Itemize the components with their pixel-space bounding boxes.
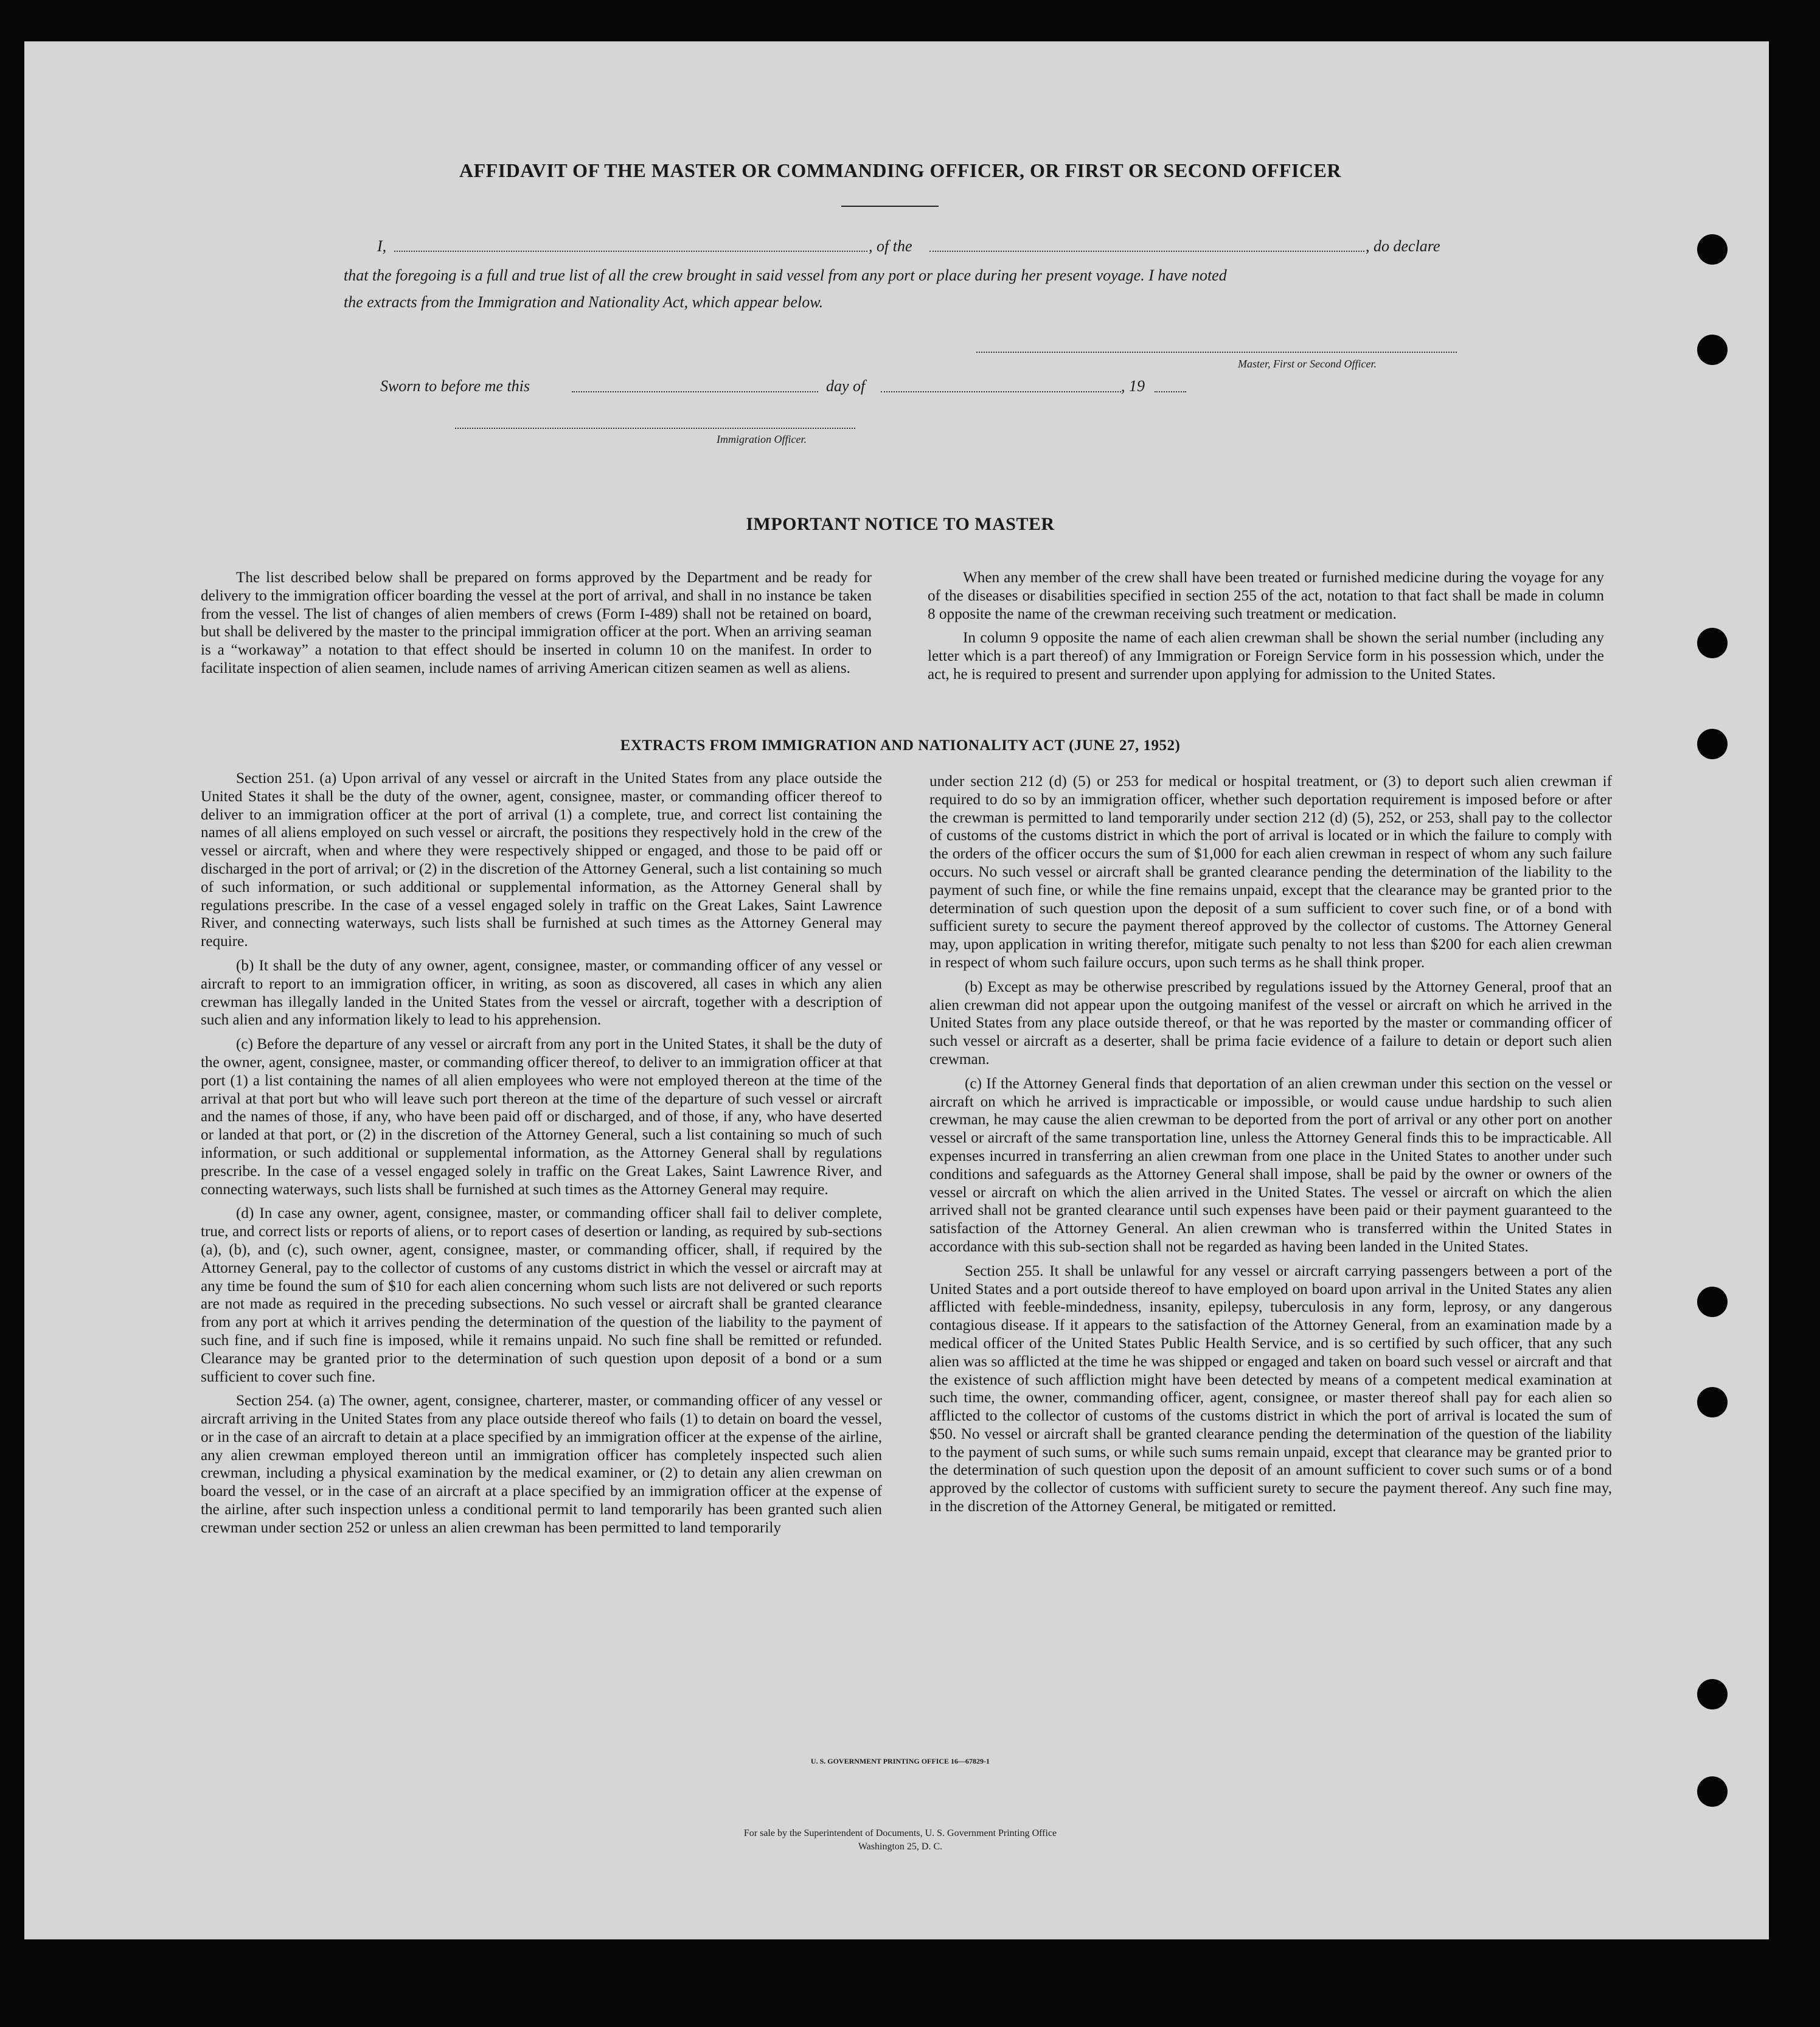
vessel-blank[interactable] (929, 251, 1364, 252)
punch-hole (1697, 1287, 1728, 1317)
punch-hole (1697, 1776, 1728, 1807)
title-underline (841, 206, 939, 207)
extract-paragraph: under section 212 (d) (5) or 253 for medical or hospital treatment, or (3) to deport such alien crewman if required to do so by an immigration officer, whether such deportation requirement is imposed before or after the crewman is permitted to land temporarily under section 212 (d) (5), 252, or 253, shall pay to the collector of customs of the customs district in which the port of arrival is located or in which the failure to comply with the orders of the officer occurs the sum of $1,000 for each alien crewman in respect of whom any such failure occurs. No such vessel or aircraft shall be granted clearance pending the determination of the liability to the payment of such fine, or while the fine remains unpaid, except that the clearance may be granted prior to the determination of such question upon the deposit of a sum sufficient to cover such fine, or of a bond with sufficient surety to secure the payment thereof approved by the collector of customs. The Attorney General may, upon application in writing therefor, mitigate such penalty to not less than $200 for each alien crewman in respect of whom such failure occurs, upon such terms as he shall think proper. (929, 773, 1612, 971)
extract-paragraph: Section 254. (a) The owner, agent, consignee, charterer, master, or commanding officer of any vessel or aircraft arriving in the United States from any place outside thereof who fails (1) to detain on board the vessel, or in the case of an aircraft to detain at a place specified by an immigration officer at the expense of the airline, any alien crewman employed thereon until an immigration officer has completely inspected such alien crewman, including a physical examination by the medical examiner, or (2) to detain any alien crewman on board the vessel, or in the case of an aircraft at a place specified by an immigration officer at the expense of the airline, after such inspection unless a conditional permit to land temporarily has been granted such alien crewman under section 252 or unless an alien crewman has been permitted to land temporarily (201, 1392, 882, 1536)
for-sale-line-2: Washington 25, D. C. (858, 1841, 943, 1852)
punch-hole (1697, 234, 1728, 265)
sworn-year-label: , 19 (1121, 377, 1145, 395)
signature-label: Master, First or Second Officer. (1238, 358, 1377, 370)
affidavit-of-the-label: , of the (869, 237, 912, 255)
sworn-year-blank[interactable] (1155, 391, 1186, 392)
affidavit-line-3: the extracts from the Immigration and Nationality Act, which appear below. (344, 293, 824, 311)
sworn-day-blank[interactable] (572, 391, 818, 392)
affidavit-do-declare-label: , do declare (1366, 237, 1440, 255)
notice-right-paragraph-1: When any member of the crew shall have been treated or furnished medicine during the voyage for any of the diseases or disabilities specified in section 255 of the act, notation to that fact shall be made in column 8 opposite the name of the crewman receiving such treatment or medication. (928, 569, 1604, 622)
signature-line[interactable] (976, 352, 1457, 353)
notice-right-column (928, 569, 1604, 690)
sworn-label: Sworn to before me this (380, 377, 530, 395)
notice-left-paragraph: The list described below shall be prepared on forms approved by the Department and be ready for delivery to the immigration officer boarding the vessel at the port of arrival, and shall in no instance be taken from the vessel. The list of changes of alien members of crews (Form I-489) shall not be retained on board, but shall be delivered by the master to the principal immigration officer at the port. When an arriving seaman is a “workaway” a notation to that effect should be inserted in column 10 on the manifest. In order to facilitate inspection of alien seamen, include names of arriving American citizen seamen as well as aliens. (201, 569, 872, 676)
extract-paragraph: (b) Except as may be otherwise prescribed by regulations issued by the Attorney General, proof that an alien crewman did not appear upon the outgoing manifest of the vessel or aircraft on which he arrived in the United States from any place outside thereof, or that he was reported by the master or commanding officer of such vessel or aircraft as a deserter, shall be prima facie evidence of a failure to detain or deport such alien crewman. (929, 978, 1612, 1068)
extracts-left-column (201, 770, 882, 1543)
sworn-month-blank[interactable] (881, 391, 1121, 392)
for-sale-line-1: For sale by the Superintendent of Documents, U. S. Government Printing Office (743, 1828, 1057, 1838)
punch-hole (1697, 1679, 1728, 1709)
notice-left-column (201, 569, 872, 684)
punch-hole (1697, 628, 1728, 658)
extracts-right-column (929, 773, 1612, 1522)
punch-hole (1697, 729, 1728, 759)
notice-right-paragraph-2: In column 9 opposite the name of each alien crewman shall be shown the serial number (including any letter which is a part thereof) of any Immigration or Foreign Service form in his possession which, under the act, he is required to present and surrender upon applying for admission to the United States. (928, 630, 1604, 683)
officer-signature-line[interactable] (455, 428, 855, 429)
extract-paragraph: Section 251. (a) Upon arrival of any vessel or aircraft in the United States from any place outside the United States it shall be the duty of the owner, agent, consignee, master, or commanding officer thereof to deliver to an immigration officer at the port of arrival (1) a complete, true, and correct list containing the names of all aliens employed on such vessel or aircraft, the positions they respectively hold in the crew of the vessel or aircraft, when and where they were respectively shipped or engaged, and those to be paid off or discharged in the port of arrival; or (2) in the discretion of the Attorney General, such a list containing so much of such information, or such additional or supplemental information, as the Attorney General shall by regulations prescribe. In the case of a vessel engaged solely in traffic on the Great Lakes, Saint Lawrence River, and connecting waterways, such lists shall be furnished at such times as the Attorney General may require. (201, 770, 882, 950)
printing-office-line: U. S. GOVERNMENT PRINTING OFFICE 16—67829-1 (810, 1757, 990, 1765)
extract-paragraph: (c) If the Attorney General finds that deportation of an alien crewman under this section on the vessel or aircraft on which he arrived is impracticable or impossible, or would cause undue hardship to such alien crewman, he may cause the alien crewman to be deported from the port of arrival or any other port on another vessel or aircraft of the same transportation line, unless the Attorney General finds this to be impracticable. All expenses incurred in transferring an alien crewman from one place in the United States to another under such conditions and safeguards as the Attorney General shall impose, shall be paid by the owner or owners of the vessel or aircraft on which the alien arrived in the United States. The vessel or aircraft on which the alien arrived shall not be granted clearance until such expenses have been paid or their payment guaranteed to the satisfaction of the Attorney General. An alien crewman who is transferred within the United States in accordance with this sub-section shall not be regarded as having been landed in the United States. (929, 1075, 1612, 1255)
punch-hole (1697, 1387, 1728, 1417)
affidavit-line-2: that the foregoing is a full and true list of all the crew brought in said vessel from any port or place during her present voyage. I have noted (344, 266, 1227, 284)
officer-label: Immigration Officer. (717, 433, 807, 445)
extract-paragraph: (d) In case any owner, agent, consignee, master, or commanding officer shall fail to deliver complete, true, and correct lists or reports of aliens, or to report cases of desertion or landing, as required by sub-sections (a), (b), and (c), such owner, agent, consignee, master, or commanding officer, shall, if required by the Attorney General, pay to the collector of customs of any customs district in which the vessel or aircraft may at any time be found the sum of $10 for each alien concerning whom such lists are not delivered or such reports are not made as required in the preceding subsections. No such vessel or aircraft shall be granted clearance from any port at which it arrives pending the determination of the question of the liability to the payment of such fine, and if such fine is imposed, while it remains unpaid. No such fine shall be remitted or refunded. Clearance may be granted prior to the determination of such question upon deposit of a bond or a sum sufficient to cover such fine. (201, 1205, 882, 1385)
extract-paragraph: (c) Before the departure of any vessel or aircraft from any port in the United States, it shall be the duty of the owner, agent, consignee, master, or commanding officer thereof, to deliver to an immigration officer at that port (1) a list containing the names of all alien employees who were not employed thereon at the time of the arrival at that port but who will leave such port thereon at the time of the departure of such vessel or aircraft and the names of those, if any, who have been paid off or discharged, and of those, if any, who have deserted or landed at that port, or (2) in the discretion of the Attorney General, such a list containing so much of such information, or such additional or supplemental information, as the Attorney General shall by regulations prescribe. In the case of a vessel engaged solely in traffic on the Great Lakes, Saint Lawrence River, and connecting waterways, such lists shall be furnished at such times as the Attorney General may require. (201, 1036, 882, 1198)
extracts-title: EXTRACTS FROM IMMIGRATION AND NATIONALITY ACT (JUNE 27, 1952) (620, 737, 1181, 754)
punch-hole (1697, 335, 1728, 365)
notice-title: IMPORTANT NOTICE TO MASTER (746, 514, 1055, 534)
sworn-day-of-label: day of (826, 377, 866, 395)
affidavit-title: AFFIDAVIT OF THE MASTER OR COMMANDING OFFICER, OR FIRST OR SECOND OFFICER (459, 159, 1341, 181)
extract-paragraph: Section 255. It shall be unlawful for any vessel or aircraft carrying passengers between a port of the United States and a port outside thereof to have employed on board upon arrival in the United States any alien afflicted with feeble-mindedness, insanity, epilepsy, tuberculosis in any form, leprosy, or any dangerous contagious disease. If it appears to the satisfaction of the Attorney General, from an examination made by a medical officer of the United States Public Health Service, and is so certified by such officer, that any such alien was so afflicted at the time he was shipped or engaged and taken on board such vessel or aircraft and that the existence of such affliction might have been detected by means of a competent medical examination at such time, the owner, commanding officer, agent, consignee, or master thereof shall pay for each alien so afflicted to the collector of customs of the customs district in which the port of arrival is located the sum of $50. No vessel or aircraft shall be granted clearance pending the determination of the question of the liability to the payment of such sums, or while such sums remain unpaid, except that clearance may be granted prior to the determination of such question upon the deposit of an amount sufficient to cover such sums or of a bond approved by the collector of customs with sufficient surety to secure the payment thereof. Any such fine may, in the discretion of the Attorney General, be mitigated or remitted. (929, 1262, 1612, 1515)
affidavit-i-label: I, (377, 237, 387, 255)
name-blank[interactable] (394, 251, 867, 252)
extract-paragraph: (b) It shall be the duty of any owner, agent, consignee, master, or commanding officer of any vessel or aircraft to report to an immigration officer, in writing, as soon as discovered, all cases in which any alien crewman has illegally landed in the United States from the vessel or aircraft, together with a description of such alien and any information likely to lead to his apprehension. (201, 957, 882, 1029)
